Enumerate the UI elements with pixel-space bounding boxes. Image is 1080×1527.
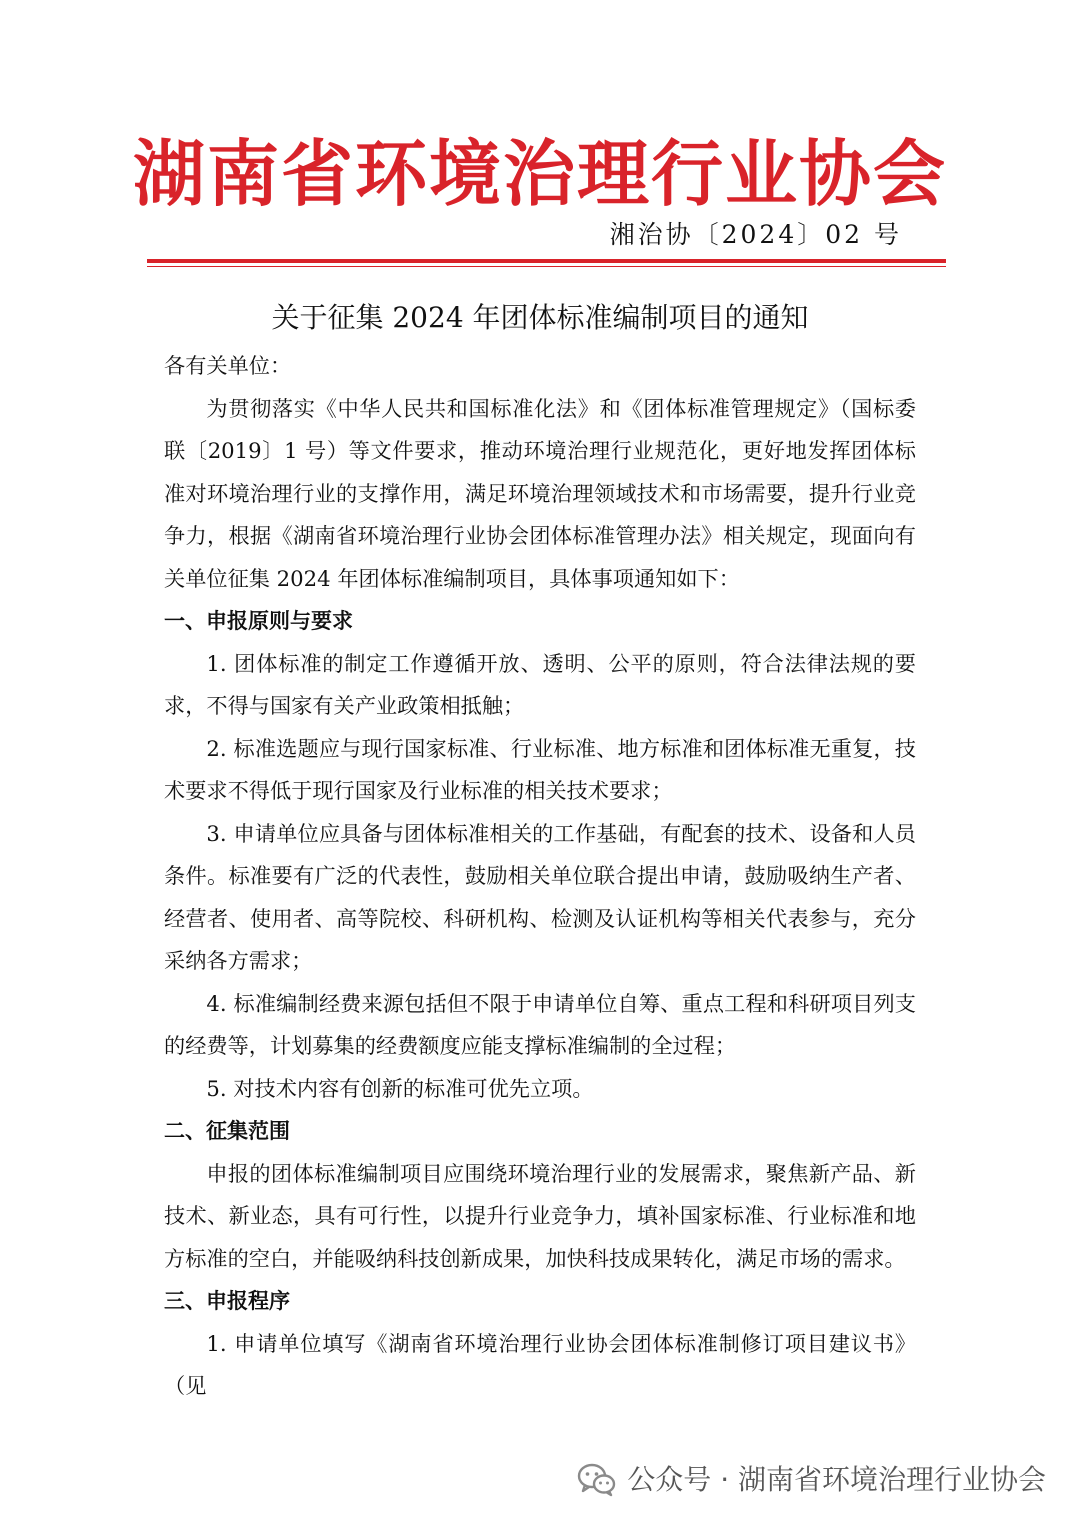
section-heading-2: 二、征集范围 xyxy=(164,1119,290,1143)
section3-item: 1. 申请单位填写《湖南省环境治理行业协会团体标准制修订项目建议书》（见 xyxy=(164,1330,916,1398)
section1-item: 1. 团体标准的制定工作遵循开放、透明、公平的原则，符合法律法规的要求，不得与国家有关产业政策相抵触； xyxy=(164,650,916,718)
red-header-rule-thick xyxy=(147,259,946,263)
notice-title: 关于征集 2024 年团体标准编制项目的通知 xyxy=(271,301,809,334)
intro-paragraph: 为贯彻落实《中华人民共和国标准化法》和《团体标准管理规定》（国标委联〔2019〕1 号）等文件要求，推动环境治理行业规范化，更好地发挥团体标准对环境治理行业的支撑作用，满足环境治理领域技术和市场需要，提升行业竞争力，根据《湖南省环境治理行业协会团体标准管理办法》相关规定，现面向有关单位征集 2024 年团体标准编制项目，具体事项通知如下： xyxy=(164,395,916,591)
salutation: 各有关单位： xyxy=(164,353,292,378)
section-heading-1: 一、申报原则与要求 xyxy=(164,609,353,633)
watermark-text: 公众号 · 湖南省环境治理行业协会 xyxy=(627,1463,1046,1496)
section-heading-3: 三、申报程序 xyxy=(164,1289,290,1313)
wechat-icon xyxy=(577,1463,617,1497)
notice-body xyxy=(164,345,916,1408)
section1-item: 5. 对技术内容有创新的标准可优先立项。 xyxy=(206,1075,594,1101)
document-number: 湘治协〔2024〕02 号 xyxy=(609,220,902,249)
wechat-watermark xyxy=(577,1458,1046,1502)
organization-title: 湖南省环境治理行业协会 xyxy=(132,132,947,216)
section1-item: 2. 标准选题应与现行国家标准、行业标准、地方标准和团体标准无重复，技术要求不得低于现行国家及行业标准的相关技术要求； xyxy=(164,735,916,803)
red-header-rule-thin xyxy=(147,266,946,267)
section2-paragraph: 申报的团体标准编制项目应围绕环境治理行业的发展需求，聚焦新产品、新技术、新业态，具有可行性，以提升行业竞争力，填补国家标准、行业标准和地方标准的空白，并能吸纳科技创新成果，加快科技成果转化，满足市场的需求。 xyxy=(164,1160,916,1271)
section1-item: 4. 标准编制经费来源包括但不限于申请单位自筹、重点工程和科研项目列支的经费等，计划募集的经费额度应能支撑标准编制的全过程； xyxy=(164,990,916,1058)
section1-item: 3. 申请单位应具备与团体标准相关的工作基础，有配套的技术、设备和人员条件。标准要有广泛的代表性，鼓励相关单位联合提出申请，鼓励吸纳生产者、经营者、使用者、高等院校、科研机构、检测及认证机构等相关代表参与，充分采纳各方需求； xyxy=(164,820,916,973)
